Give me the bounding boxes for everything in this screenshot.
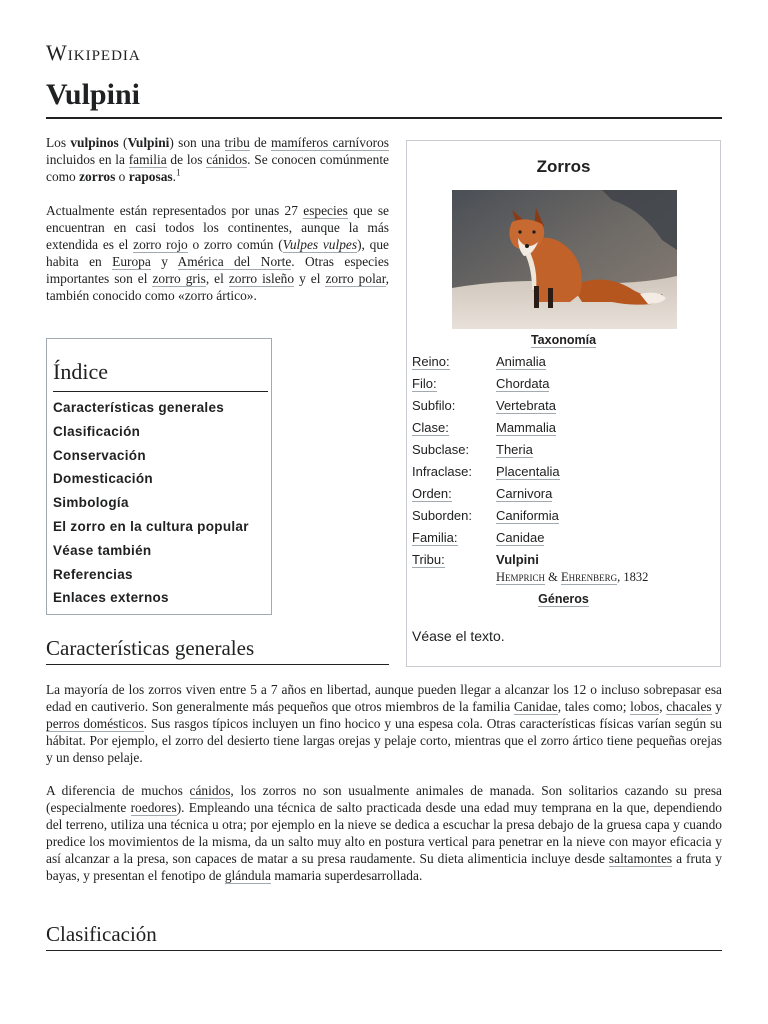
- inline-link[interactable]: América del Norte: [177, 254, 292, 269]
- toc-list: [53, 399, 249, 613]
- inline-link[interactable]: cánidos: [206, 152, 248, 167]
- genera-header[interactable]: Géneros: [538, 592, 589, 606]
- text-run: .: [172, 169, 176, 184]
- wikipedia-logo[interactable]: Wikipedia: [46, 40, 141, 65]
- inline-link[interactable]: especies: [303, 203, 348, 218]
- taxo-value: Vulpini: [496, 552, 539, 567]
- inline-link[interactable]: perros domésticos: [46, 716, 144, 731]
- inline-link[interactable]: glándula: [224, 868, 271, 883]
- section-heading-clasificacion: Clasificación: [46, 922, 157, 946]
- inline-link[interactable]: zorro gris: [152, 271, 206, 286]
- taxo-rank: Infraclase:: [412, 464, 472, 479]
- toc-item[interactable]: Conservación: [53, 447, 146, 463]
- inline-link[interactable]: zorro isleño: [228, 271, 295, 286]
- title-divider: [46, 117, 722, 119]
- toc-item[interactable]: Enlaces externos: [53, 590, 169, 606]
- toc-item[interactable]: Clasificación: [53, 423, 141, 439]
- section1-paragraph-2: [46, 782, 722, 884]
- text-run: mamaria superdesarrollada.: [270, 868, 423, 883]
- taxonomy-header[interactable]: Taxonomía: [530, 333, 597, 347]
- taxo-rank[interactable]: Familia:: [412, 530, 458, 545]
- genera-note: Véase el texto.: [412, 628, 505, 644]
- text-run: de los: [166, 152, 207, 167]
- inline-link[interactable]: roedores: [130, 800, 177, 815]
- text-run: que se encuentran en casi todos los continentes, aunque la más extendida es el: [46, 203, 390, 252]
- page-title: Vulpini: [46, 78, 140, 111]
- text-run: ,: [659, 699, 667, 714]
- section-divider: [46, 664, 389, 665]
- text-run: . Sus rasgos típicos incluyen un fino hocico y una espesa cola. Otras características físicas varían según su hábitat. Por ejemplo, el zorro del desierto tiene largas orejas y pelaje corto, mientras que el zorro ártico tiene pequeñas orejas y un denso pelaje.: [46, 716, 722, 765]
- section1-paragraph-1: [46, 681, 722, 766]
- inline-link[interactable]: familia: [128, 152, 167, 167]
- text-run: . Otras especies importantes son el: [46, 254, 389, 286]
- table-of-contents: [46, 338, 272, 615]
- taxo-rank: Suborden:: [412, 508, 472, 523]
- text-run: y: [150, 254, 178, 269]
- text-run: , los zorros no son usualmente animales de manada. Son solitarios cazando su presa (especialmente: [46, 783, 722, 815]
- citation-ref[interactable]: 1: [175, 167, 181, 178]
- bold-term: zorros: [79, 169, 116, 184]
- taxo-value[interactable]: Animalia: [496, 354, 546, 369]
- toc-item[interactable]: Simbología: [53, 495, 129, 511]
- taxo-rank[interactable]: Reino:: [412, 354, 450, 369]
- intro-paragraph-1: [46, 134, 389, 185]
- text-run: o zorro común (: [187, 237, 283, 252]
- text-run: Actualmente están representados por unas 27: [46, 203, 304, 218]
- text-run: de: [249, 135, 271, 150]
- text-run: incluidos en la: [46, 152, 129, 167]
- toc-item[interactable]: Domesticación: [53, 471, 153, 487]
- text-run: (: [118, 135, 128, 150]
- inline-link[interactable]: cánidos: [189, 783, 231, 798]
- taxon-authority: [496, 570, 648, 585]
- taxobox: [406, 140, 721, 667]
- taxo-rank[interactable]: Tribu:: [412, 552, 445, 567]
- taxo-value[interactable]: Canidae: [496, 530, 545, 545]
- toc-heading: Índice: [53, 359, 108, 384]
- text-run: y el: [294, 271, 326, 286]
- inline-link[interactable]: tribu: [224, 135, 250, 150]
- taxo-rank[interactable]: Orden:: [412, 486, 452, 501]
- bold-term: vulpinos: [70, 135, 119, 150]
- text-run: Los: [46, 135, 71, 150]
- text-run: ), que habita en: [46, 237, 389, 269]
- infobox-title: Zorros: [536, 157, 591, 176]
- inline-link[interactable]: saltamontes: [608, 851, 673, 866]
- taxo-value[interactable]: Vertebrata: [496, 398, 556, 413]
- inline-link[interactable]: mamíferos carnívoros: [270, 135, 390, 150]
- text-run: , el: [205, 271, 229, 286]
- authority-separator: &: [545, 570, 562, 584]
- taxo-value[interactable]: Theria: [496, 442, 533, 457]
- fox-photo[interactable]: [452, 190, 677, 329]
- author-link[interactable]: Hemprich: [496, 570, 546, 584]
- toc-divider: [53, 391, 268, 392]
- authority-year: , 1832: [617, 570, 649, 584]
- inline-link[interactable]: Vulpes vulpes: [282, 237, 358, 252]
- taxo-value[interactable]: Caniformia: [496, 508, 559, 523]
- taxo-rank: Subfilo:: [412, 398, 456, 413]
- section-heading-caracteristicas: Características generales: [46, 636, 255, 660]
- taxo-value[interactable]: Carnivora: [496, 486, 553, 501]
- inline-link[interactable]: Europa: [112, 254, 151, 269]
- toc-item[interactable]: Véase también: [53, 542, 152, 558]
- text-run: , también conocido como «zorro ártico».: [46, 271, 390, 303]
- taxo-rank[interactable]: Filo:: [412, 376, 437, 391]
- text-run: o: [115, 169, 129, 184]
- author-link[interactable]: Ehrenberg: [561, 570, 618, 584]
- bold-term: Vulpini: [127, 135, 170, 150]
- text-run: ). Empleando una técnica de salto practicada desde una edad muy temprana en la que, dependiendo del terreno, utiliza una técnica u otra; por ejemplo en la nieve se dedica a escuchar la presa debajo de la gruesa capa y cuando predice los movimientos de la misma, da un salto muy alto en postura vertical para penetrar en la nieve con mayor eficacia y así alcanzar a la presa, son capaces de matar a su presa raudamente. Su dieta alimenticia incluye desde: [46, 800, 723, 866]
- text-run: La mayoría de los zorros viven entre 5 a 7 años en libertad, aunque pueden llegar a alcanzar los 12 o incluso sobrepasar esa edad en cautiverio. Son generalmente más pequeños que otros miembros de la familia: [46, 682, 722, 714]
- inline-link[interactable]: chacales: [666, 699, 712, 714]
- toc-item[interactable]: Referencias: [53, 566, 133, 582]
- text-run: , tales como;: [557, 699, 631, 714]
- taxo-value[interactable]: Chordata: [496, 376, 550, 391]
- toc-item[interactable]: El zorro en la cultura popular: [53, 518, 249, 534]
- toc-item[interactable]: Características generales: [53, 400, 225, 415]
- text-run: a fruta y bayas, y presentan el fenotipo de: [46, 851, 722, 883]
- taxo-value[interactable]: Placentalia: [496, 464, 560, 479]
- intro-paragraph-2: [46, 202, 389, 304]
- inline-link[interactable]: lobos: [630, 699, 660, 714]
- text-run: A diferencia de muchos: [46, 783, 190, 798]
- inline-link[interactable]: zorro rojo: [133, 237, 188, 252]
- text-run: . Se conocen comúnmente como: [46, 152, 389, 184]
- bold-term: raposas: [128, 169, 173, 184]
- inline-link[interactable]: Canidae: [513, 699, 558, 714]
- inline-link[interactable]: zorro polar: [325, 271, 386, 286]
- taxo-rank: Subclase:: [412, 442, 470, 457]
- text-run: ) son una: [169, 135, 225, 150]
- section-divider: [46, 950, 722, 951]
- taxo-value[interactable]: Mammalia: [496, 420, 556, 435]
- text-run: y: [711, 699, 722, 714]
- taxo-rank[interactable]: Clase:: [412, 420, 449, 435]
